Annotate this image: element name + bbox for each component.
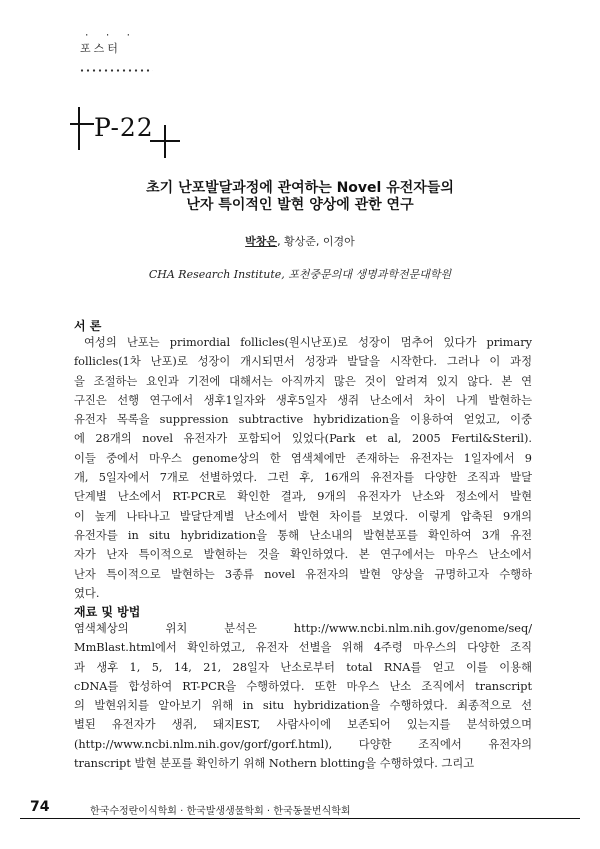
text-line: 난자 특이적으로 발현하는 3종류 novel 유전자의 발현 양상을 규명하고자 수행하 [74, 567, 532, 581]
text-line: 유전자를 in situ hybridization을 통해 난소내의 발현분포를 확인하여 3개 유전 [74, 528, 532, 542]
title-line-1: 초기 난포발달과정에 관여하는 Novel 유전자들의 [146, 180, 454, 196]
presenting-author: 박창은 [245, 235, 278, 248]
text-line: MmBlast.html에서 확인하였고, 유전자 선별을 위해 4주령 마우스의 다양한 조직 [74, 641, 532, 655]
text-line: 여성의 난포는 primordial follicles(원시난포)로 성장이 멈추어 있다가 primary [84, 336, 532, 349]
affiliation: CHA Research Institute, 포천중문의대 생명과학전문대학원 [148, 268, 452, 281]
methods-heading: 재료 및 방법 [74, 605, 141, 619]
co-authors: , 황상준, 이경아 [277, 235, 355, 248]
text-line: 의 발현위치를 알아보기 위해 in situ hybridization을 수행하였다. 최종적으로 선 [74, 699, 532, 713]
title-line-2: 난자 특이적인 발현 양상에 관한 연구 [186, 197, 414, 213]
text-line: 였다. [74, 586, 100, 600]
dotted-rule [79, 69, 153, 72]
text-line: 을 조절하는 요인과 기전에 대해서는 아직까지 많은 것이 알려져 있지 않다. 본 연 [74, 374, 532, 388]
page-number: 74 [30, 799, 50, 815]
text-line: 에 28개의 novel 유전자가 포함되어 있었다(Park et al, 2005 Fertil&Steril). [74, 432, 532, 446]
text-line: 단계별 난소에서 RT-PCR로 확인한 결과, 9개의 유전자가 난소와 정소에서 발현 [74, 490, 532, 504]
section-label-dots: · · · [84, 31, 137, 41]
text-line: 이들 중에서 마우스 genome상의 한 염색체에만 존재하는 유전자는 1일자에서 9 [74, 451, 532, 465]
text-line: follicles(1차 난포)로 성장이 개시되면서 성장과 발달을 시작한다. 그러나 이 과정 [74, 355, 532, 369]
text-line: 구진은 선행 연구에서 생후1일자와 생후5일자 생쥐 난소에서 차이 나게 발현하는 [74, 393, 532, 407]
text-line: 이 높게 나타나고 발달단계별 난소에서 발현 차이를 보였다. 이렇게 압축된 9개의 [74, 509, 532, 523]
footer-journals: 한국수정란이식학회 · 한국발생생물학회 · 한국동물번식학회 [90, 806, 351, 817]
text-line: 유전자 목록을 suppression subtractive hybridization을 이용하여 얻었고, 이중 [74, 413, 532, 427]
text-line: transcript 발현 분포를 확인하기 위해 Nothern blotting을 수행하였다. 그리고 [74, 757, 475, 771]
section-label: 포스터 [80, 42, 121, 55]
text-line: 개, 5일자에서 7개로 선별하였다. 그런 후, 16개의 유전자를 다양한 조직과 발달 [74, 471, 532, 485]
text-line: 과 생후 1, 5, 14, 21, 28일자 난소로부터 total RNA를 얻고 이를 이용해 [74, 660, 532, 674]
methods-body [74, 619, 532, 773]
poster-number-frame-line [78, 107, 80, 150]
text-line: cDNA를 합성하여 RT-PCR을 수행하였다. 또한 마우스 난소 조직에서 transcript [74, 679, 532, 693]
poster-number-frame-line [70, 123, 94, 125]
poster-number: P-22 [94, 113, 154, 142]
text-line: 염색체상의 위치 분석은 http://www.ncbi.nlm.nih.gov/genome/seq/ [74, 622, 532, 635]
text-line: (http://www.ncbi.nlm.nih.gov/gorf/gorf.html), 다양한 조직에서 유전자의 [74, 737, 532, 751]
text-line: 별된 유전자가 생쥐, 돼지EST, 사람사이에 보존되어 있는지를 분석하였으며 [74, 718, 532, 732]
introduction-heading: 서 론 [74, 319, 102, 333]
footer-rule [20, 818, 580, 819]
introduction-body [74, 333, 532, 603]
poster-number-frame-line [150, 140, 180, 142]
authors [60, 233, 540, 249]
text-line: 자가 난자 특이적으로 발현하는 것을 확인하였다. 본 연구에서는 마우스 난소에서 [74, 548, 532, 562]
